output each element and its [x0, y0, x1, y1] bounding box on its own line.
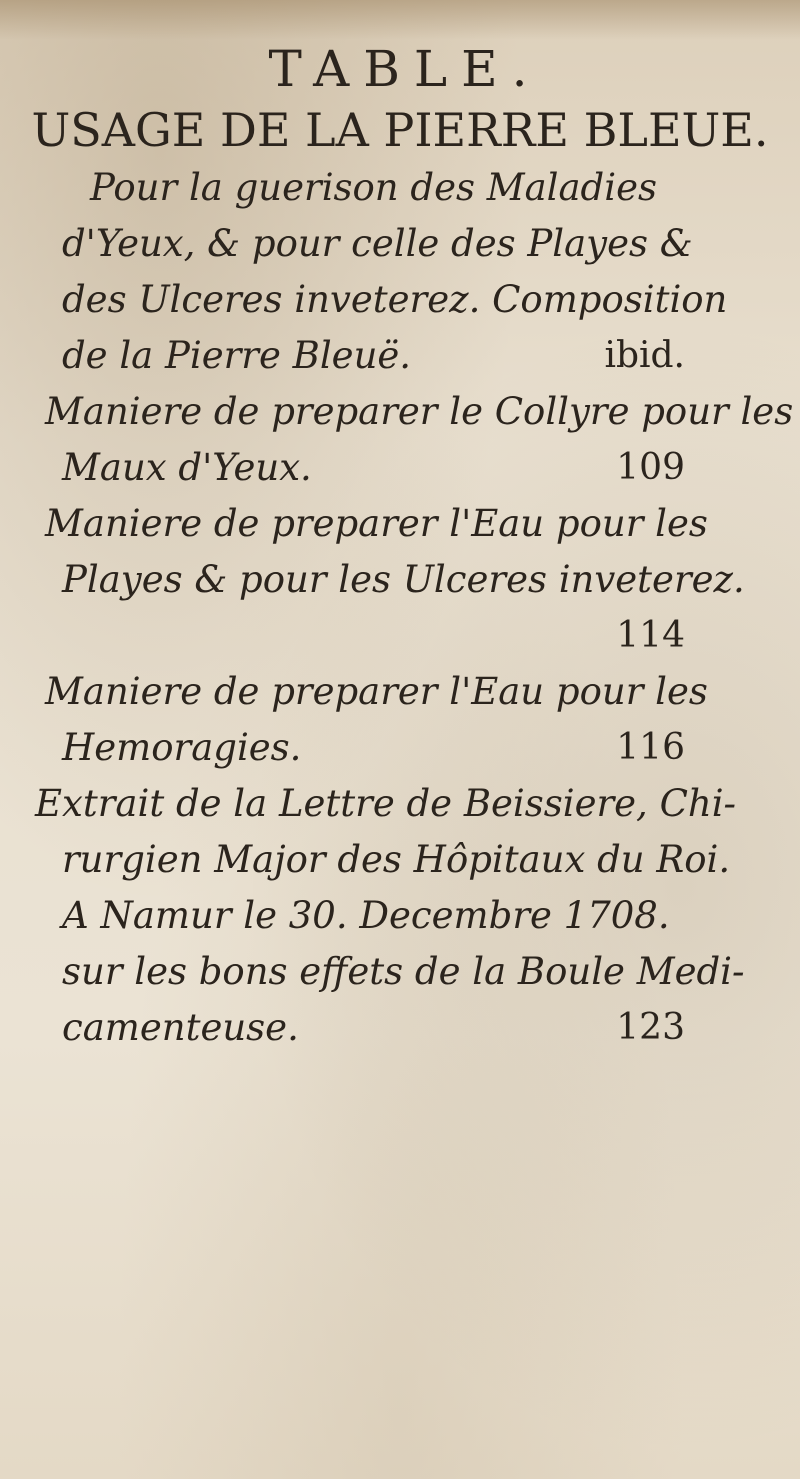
toc-entry — [0, 776, 800, 1056]
entry-line: d'Yeux, & pour celle des Playes & — [62, 222, 693, 265]
entry-line: de la Pierre Bleuë. — [62, 334, 412, 377]
entry-line: camenteuse. — [62, 1006, 299, 1049]
page-number: 114 — [616, 615, 685, 656]
entry-line: Maniere de preparer le Collyre pour les — [45, 390, 794, 433]
entry-text — [0, 496, 800, 608]
entry-line: A Namur le 30. Decembre 1708. — [62, 894, 670, 937]
entry-line: Extrait de la Lettre de Beissiere, Chi- — [35, 782, 737, 825]
entry-line: rurgien Major des Hôpitaux du Roi. — [62, 838, 731, 881]
entry-line: Hemoragies. — [62, 726, 302, 769]
toc-entry — [0, 664, 800, 776]
entry-line: Playes & pour les Ulceres inveterez. — [62, 558, 745, 601]
toc-entry — [0, 384, 800, 496]
toc-entry — [0, 160, 800, 384]
page-number: 116 — [616, 727, 685, 768]
page-number: 109 — [616, 447, 685, 488]
entry-line: Maux d'Yeux. — [62, 446, 312, 489]
entry-line: sur les bons effets de la Boule Medi- — [62, 950, 745, 993]
entry-line: des Ulceres inveterez. Composition — [62, 278, 728, 321]
table-of-contents — [0, 160, 800, 1056]
section-title: USAGE DE LA PIERRE BLEUE. — [31, 103, 769, 157]
entry-line: Pour la guerison des Maladies — [90, 166, 657, 209]
toc-entry — [0, 496, 800, 664]
page-number: ibid. — [604, 335, 685, 376]
page-number: 123 — [616, 1007, 685, 1048]
entry-line: Maniere de preparer l'Eau pour les — [45, 670, 708, 713]
page-header: TABLE. — [268, 40, 542, 98]
entry-line: Maniere de preparer l'Eau pour les — [45, 502, 708, 545]
